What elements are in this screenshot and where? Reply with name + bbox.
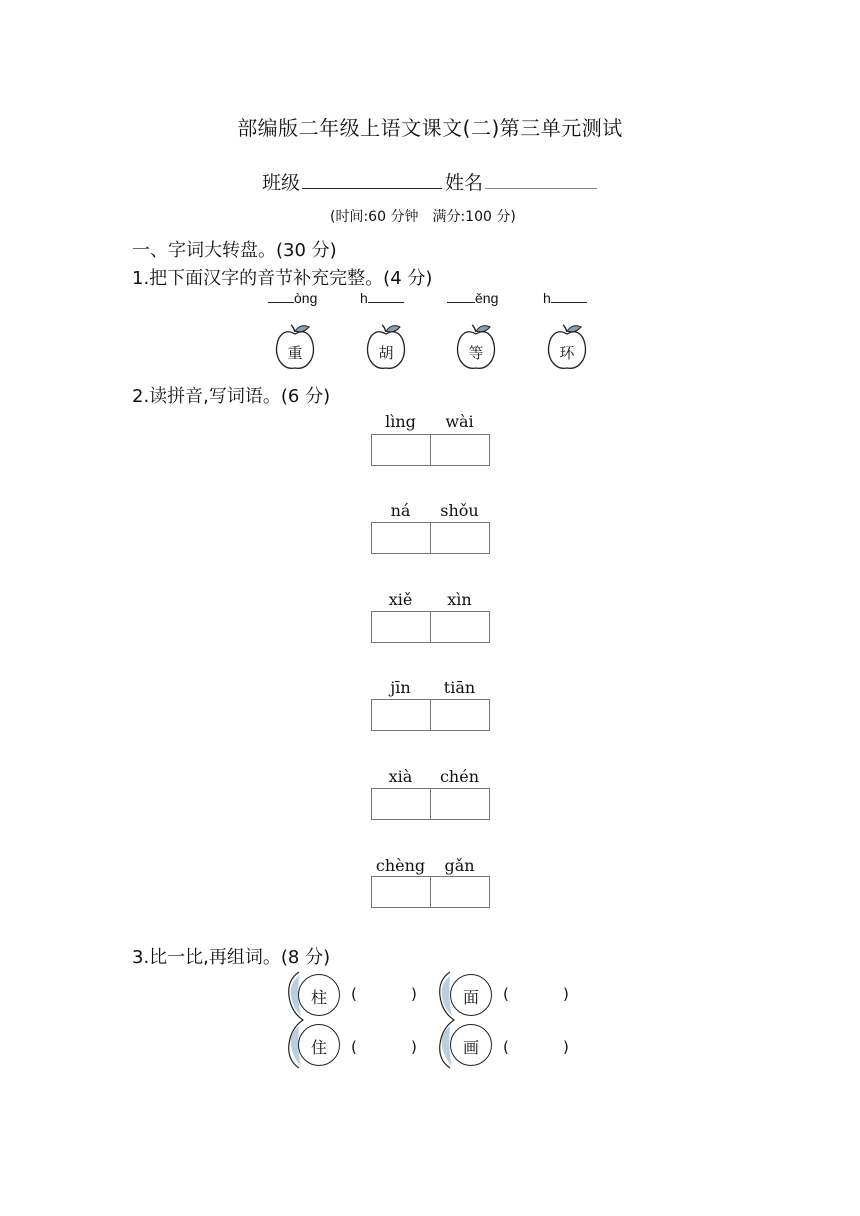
apple-char: 重 [287, 344, 303, 362]
page-title: 部编版二年级上语文课文(二)第三单元测试 [237, 116, 623, 140]
circle-char: 住 [310, 1038, 327, 1057]
char-box[interactable] [430, 435, 489, 465]
q1-pinyin-1: òng [268, 290, 317, 306]
circle-char: 柱 [310, 988, 327, 1007]
paren-open: ( [351, 1038, 357, 1056]
writing-boxes[interactable] [371, 699, 490, 731]
circle-char: 画 [462, 1038, 479, 1057]
char-box[interactable] [372, 789, 430, 819]
char-circle [450, 1024, 492, 1066]
writing-boxes[interactable] [371, 611, 490, 643]
fill-blank[interactable] [551, 290, 587, 303]
pinyin-syllable: lìng [385, 412, 416, 431]
apple-icon [547, 324, 591, 372]
q1-pinyin-3: ěng [447, 290, 498, 306]
pinyin-syllable: tiān [443, 678, 476, 697]
pinyin-syllable: chèng [375, 856, 426, 875]
class-label: 班级 [262, 172, 301, 194]
char-box[interactable] [430, 523, 489, 553]
paren-open: ( [351, 985, 357, 1003]
apple-char: 环 [559, 344, 575, 362]
name-label: 姓名 [445, 172, 484, 194]
fill-blank[interactable] [268, 290, 294, 303]
circle-char: 面 [462, 988, 479, 1007]
char-circle [450, 974, 492, 1016]
pinyin-syllable: xìn [447, 590, 472, 609]
apple-icon [456, 324, 500, 372]
pinyin-syllable: ná [390, 501, 411, 520]
q3-title: 3.比一比,再组词。(8 分) [132, 947, 331, 968]
section-heading: 一、字词大转盘。(30 分) [132, 240, 337, 261]
char-circle [298, 1024, 340, 1066]
pinyin-syllable: gǎn [444, 856, 475, 875]
apple-icon [366, 324, 410, 372]
pinyin-syllable: wài [445, 412, 474, 431]
char-box[interactable] [372, 435, 430, 465]
answer-field[interactable] [360, 982, 410, 1006]
answer-field[interactable] [360, 1035, 410, 1059]
writing-boxes[interactable] [371, 876, 490, 908]
q1-pinyin-2: h [360, 290, 404, 306]
q1-title: 1.把下面汉字的音节补充完整。(4 分) [132, 268, 433, 289]
answer-field[interactable] [512, 1035, 562, 1059]
fill-blank[interactable] [447, 290, 475, 303]
time-info: (时间:60 分钟 满分:100 分) [330, 209, 516, 225]
writing-boxes[interactable] [371, 434, 490, 466]
char-box[interactable] [372, 877, 430, 907]
pinyin-syllable: xià [388, 767, 413, 786]
pinyin-syllable: jīn [390, 678, 411, 697]
char-box[interactable] [372, 523, 430, 553]
q2-title: 2.读拼音,写词语。(6 分) [132, 386, 331, 407]
writing-boxes[interactable] [371, 522, 490, 554]
paren-close: ) [411, 985, 417, 1003]
paren-close: ) [411, 1038, 417, 1056]
answer-field[interactable] [512, 982, 562, 1006]
paren-close: ) [563, 985, 569, 1003]
fill-blank[interactable] [368, 290, 404, 303]
char-box[interactable] [430, 877, 489, 907]
apple-icon [275, 324, 319, 372]
paren-close: ) [563, 1038, 569, 1056]
char-box[interactable] [430, 612, 489, 642]
class-blank[interactable] [302, 188, 442, 189]
char-box[interactable] [372, 612, 430, 642]
paren-open: ( [503, 985, 509, 1003]
pinyin-syllable: xiě [388, 590, 413, 609]
apple-char: 胡 [378, 344, 394, 362]
q1-pinyin-4: h [543, 290, 587, 306]
pinyin-syllable: chén [439, 767, 480, 786]
char-circle [298, 974, 340, 1016]
char-box[interactable] [430, 789, 489, 819]
apple-char: 等 [468, 344, 484, 362]
paren-open: ( [503, 1038, 509, 1056]
name-blank[interactable] [485, 188, 597, 189]
pinyin-syllable: shǒu [440, 501, 479, 520]
char-box[interactable] [430, 700, 489, 730]
char-box[interactable] [372, 700, 430, 730]
writing-boxes[interactable] [371, 788, 490, 820]
